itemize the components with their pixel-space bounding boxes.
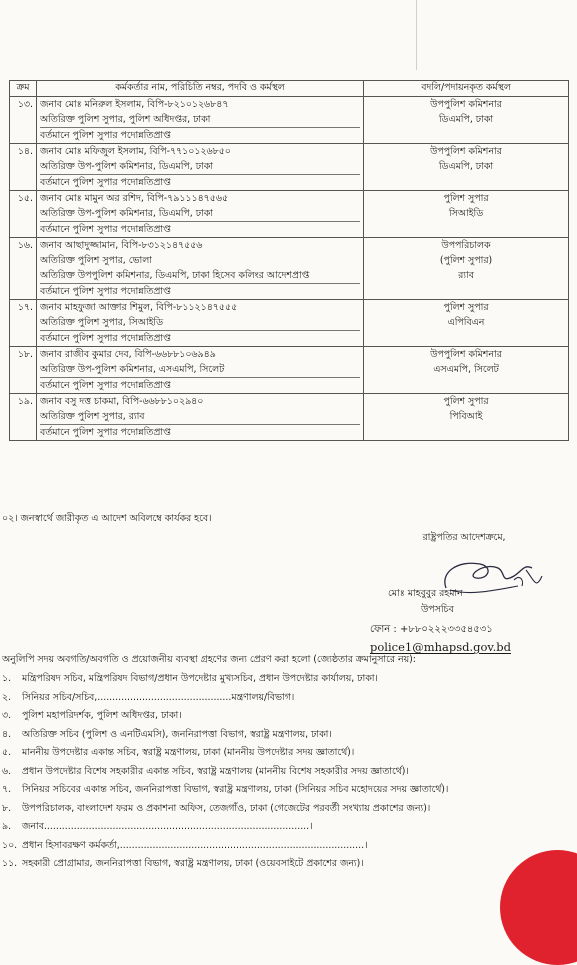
- header-officer: কর্মকর্তার নাম, পরিচিতি নম্বর, পদবি ও কর্মস্থল: [37, 81, 364, 97]
- list-item: [2, 744, 448, 763]
- list-item-number: ৫.: [2, 747, 12, 758]
- row-serial: ১৫.: [10, 191, 37, 238]
- list-item-text: পুলিশ মহাপরিদর্শক, পুলিশ অধিদপ্তর, ঢাকা।: [22, 710, 182, 721]
- list-item-text: উপপরিচালক, বাংলাদেশ ফরম ও প্রকাশনা অফিস, তেজগাঁও, ঢাকা (গেজেটের পরবর্তী সংখ্যায় প্রকাশের জন্য)।: [22, 802, 431, 814]
- officer-line: বর্তমানে পুলিশ সুপার পদোন্নতিপ্রাপ্ত: [40, 283, 360, 299]
- list-item: [2, 800, 448, 819]
- signatory-phone: ফোন : +৮৮০২২২৩৩৫৪৫৩১: [370, 624, 493, 635]
- posting-line: পিবিআই: [449, 411, 483, 422]
- header-posting: বদলি/পদায়নকৃত কর্মস্থল: [364, 81, 569, 97]
- posting-details: [364, 347, 569, 394]
- list-item-number: ১.: [2, 673, 12, 684]
- table-row: [10, 144, 569, 191]
- officer-line: জনাব আছাদুজ্জামান, বিপি-৮৩১২১৪৭৫৫৬: [40, 240, 203, 251]
- table-row: [10, 97, 569, 144]
- list-item: [2, 837, 448, 856]
- list-item: [2, 707, 448, 726]
- list-item-number: ২.: [2, 691, 12, 703]
- list-item-text: মন্ত্রিপরিষদ সচিব, মন্ত্রিপরিষদ বিভাগ/প্রধান উপদেষ্টার মুখ্যসচিব, প্রধান উপদেষ্টার কার্যালয়, ঢাকা।: [22, 673, 378, 684]
- list-item-text: সিনিয়র সচিব/সচিব,.............................................মন্ত্রণালয়/বিভাগ।: [22, 691, 295, 703]
- officer-details: [37, 347, 364, 394]
- list-item-text: প্রধান উপদেষ্টার বিশেষ সহকারীর একান্ত সচিব, স্বরাষ্ট্র মন্ত্রণালয় (মাননীয় বিশেষ সহকারীর সদয় জ্ঞাতার্থে)।: [22, 765, 409, 777]
- signature-block: [358, 530, 570, 654]
- officer-details: [37, 191, 364, 238]
- officer-line: অতিরিক্ত পুলিশ সুপার, পুলিশ অধিদপ্তর, ঢাকা: [40, 114, 211, 125]
- posting-line: উপপুলিশ কমিশনার: [430, 99, 502, 110]
- posting-details: [364, 97, 569, 144]
- copy-to-list: [2, 670, 448, 874]
- fold-line: [416, 0, 417, 70]
- list-item-text: মাননীয় উপদেষ্টার একান্ত সচিব, স্বরাষ্ট্র মন্ত্রণালয়, ঢাকা (মাননীয় উপদেষ্টার সদয় জ্ঞাতার্থে)।: [22, 747, 355, 758]
- officer-line: অতিরিক্ত উপ-পুলিশ কমিশনার, এসএমপি, সিলেট: [40, 364, 225, 375]
- posting-line: (পুলিশ সুপার): [439, 255, 493, 266]
- list-item: [2, 763, 448, 782]
- officer-line: বর্তমানে পুলিশ সুপার পদোন্নতিপ্রাপ্ত: [40, 174, 360, 190]
- table-row: [10, 300, 569, 347]
- posting-line: এসএমপি, সিলেট: [433, 364, 499, 375]
- row-serial: ১৮.: [10, 347, 37, 394]
- officer-details: [37, 144, 364, 191]
- paragraph-02: ০২। জনস্বার্থে জারীকৃত এ আদেশ অবিলম্বে কার্যকর হবে।: [2, 513, 212, 524]
- posting-details: [364, 144, 569, 191]
- list-item: [2, 855, 448, 874]
- table-header-row: [10, 81, 569, 97]
- list-item-number: ৪.: [2, 728, 12, 740]
- officer-details: [37, 238, 364, 300]
- list-item: [2, 726, 448, 745]
- posting-line: পুলিশ সুপার: [443, 302, 489, 313]
- row-serial: ১৩.: [10, 97, 37, 144]
- officer-line: জনাব মাহফুজা আক্তার শিমুল, বিপি-৮১১২১৪৭৫৫৫: [40, 302, 238, 313]
- officer-line: বর্তমানে পুলিশ সুপার পদোন্নতিপ্রাপ্ত: [40, 377, 360, 393]
- posting-line: র‍্যাব: [458, 270, 474, 281]
- signatory-email-link[interactable]: police1@mhapsd.gov.bd: [370, 640, 511, 654]
- list-item-text: সহকারী প্রোগ্রামার, জননিরাপত্তা বিভাগ, স্বরাষ্ট্র মন্ত্রণালয়, ঢাকা (ওয়েবসাইটে প্রকাশের জন্য)।: [22, 858, 364, 869]
- list-item-number: ৮.: [2, 802, 12, 814]
- list-item-number: ১০.: [2, 839, 18, 851]
- row-serial: ১৭.: [10, 300, 37, 347]
- officer-line: বর্তমানে পুলিশ সুপার পদোন্নতিপ্রাপ্ত: [40, 127, 360, 143]
- posting-line: এপিবিএন: [447, 317, 485, 328]
- posting-details: [364, 300, 569, 347]
- posting-line: পুলিশ সুপার: [443, 396, 489, 407]
- table-row: [10, 394, 569, 441]
- table-row: [10, 191, 569, 238]
- officer-line: অতিরিক্ত উপ-পুলিশ কমিশনার, ডিএমপি, ঢাকা: [40, 161, 214, 172]
- posting-details: [364, 394, 569, 441]
- list-item-number: ৬.: [2, 765, 12, 777]
- signatory-name: মোঃ মাহবুবুর রহমান: [388, 588, 463, 599]
- list-item-text: জনাব.........................................................................................।: [22, 821, 313, 832]
- row-serial: ১৯.: [10, 394, 37, 441]
- posting-details: [364, 238, 569, 300]
- officer-line: অতিরিক্ত উপ-পুলিশ কমিশনার, ডিএমপি, ঢাকা: [40, 208, 214, 219]
- officer-line: জনাব বসু দত্ত চাকমা, বিপি-৬৬৮৮১০২৯৪০: [40, 396, 204, 407]
- posting-line: সিআইডি: [448, 208, 484, 219]
- list-item: [2, 670, 448, 689]
- list-item-number: ৩.: [2, 710, 12, 721]
- table-row: [10, 347, 569, 394]
- officer-line: বর্তমানে পুলিশ সুপার পদোন্নতিপ্রাপ্ত: [40, 221, 360, 237]
- list-item-number: ৯.: [2, 821, 12, 832]
- officer-line: অতিরিক্ত পুলিশ সুপার, ভোলা: [40, 255, 152, 266]
- signatory-designation: উপসচিব: [421, 604, 454, 615]
- list-item-number: ১১.: [2, 858, 18, 869]
- list-item: [2, 781, 448, 800]
- posting-line: ডিএমপি, ঢাকা: [438, 161, 494, 172]
- row-serial: ১৪.: [10, 144, 37, 191]
- officer-line: জনাব মোঃ মফিজুল ইসলাম, বিপি-৭৭১০১২৬৮৫০: [40, 146, 231, 157]
- officer-line: জনাব রাজীব কুমার দেব, বিপি-৬৬৮৮১০৬৯৪৯: [40, 349, 216, 360]
- officer-line: জনাব মোঃ মনিরুল ইসলাম, বিপি-৮২১০১২৬৮৪৭: [40, 99, 229, 110]
- header-sl: ক্রম: [10, 81, 37, 97]
- officer-line: বর্তমানে পুলিশ সুপার পদোন্নতিপ্রাপ্ত: [40, 424, 360, 440]
- list-item: [2, 689, 448, 708]
- order-line: রাষ্ট্রপতির আদেশক্রমে,: [422, 532, 506, 543]
- row-serial: ১৬.: [10, 238, 37, 300]
- posting-details: [364, 191, 569, 238]
- officer-details: [37, 394, 364, 441]
- copy-to-intro: অনুলিপি সদয় অবগতি/অবগতি ও প্রয়োজনীয় ব্যবস্থা গ্রহণের জন্য প্রেরণ করা হলো (জ্যেষ্ঠতার ক্রমানুসারে নয়):: [2, 654, 416, 665]
- posting-table: [9, 80, 569, 441]
- list-item-number: ৭.: [2, 784, 12, 795]
- officer-details: [37, 97, 364, 144]
- officer-line: অতিরিক্ত পুলিশ সুপার, র‍্যাব: [40, 411, 145, 422]
- officer-line: বর্তমানে পুলিশ সুপার পদোন্নতিপ্রাপ্ত: [40, 330, 360, 346]
- posting-line: ডিএমপি, ঢাকা: [438, 114, 494, 125]
- table-row: [10, 238, 569, 300]
- list-item: [2, 818, 448, 837]
- posting-line: উপপরিচালক: [441, 240, 491, 251]
- posting-line: পুলিশ সুপার: [443, 193, 489, 204]
- posting-line: উপপুলিশ কমিশনার: [430, 146, 502, 157]
- list-item-text: সিনিয়র সচিবের একান্ত সচিব, জননিরাপত্তা বিভাগ, স্বরাষ্ট্র মন্ত্রণালয়, ঢাকা (সিনিয়র সচিব মহোদয়ের সদয় জ্ঞাতার্থে)।: [22, 784, 449, 795]
- officer-details: [37, 300, 364, 347]
- officer-line: জনাব মোঃ মামুন অর রশিদ, বিপি-৭৯১১১৪৭৫৬৫: [40, 193, 229, 204]
- list-item-text: অতিরিক্ত সচিব (পুলিশ ও এনটিএমসি), জননিরাপত্তা বিভাগ, স্বরাষ্ট্র মন্ত্রণালয়, ঢাকা।: [22, 728, 332, 740]
- officer-line: অতিরিক্ত উপপুলিশ কমিশনার, ডিএমপি, ঢাকা হিসেব কলিংর আদেশপ্রাপ্ত: [40, 270, 310, 281]
- officer-line: অতিরিক্ত পুলিশ সুপার, সিআইডি: [40, 317, 163, 328]
- list-item-text: প্রধান হিসাবরক্ষণ কর্মকর্তা,..................................................................................।: [22, 839, 368, 851]
- posting-line: উপপুলিশ কমিশনার: [430, 349, 502, 360]
